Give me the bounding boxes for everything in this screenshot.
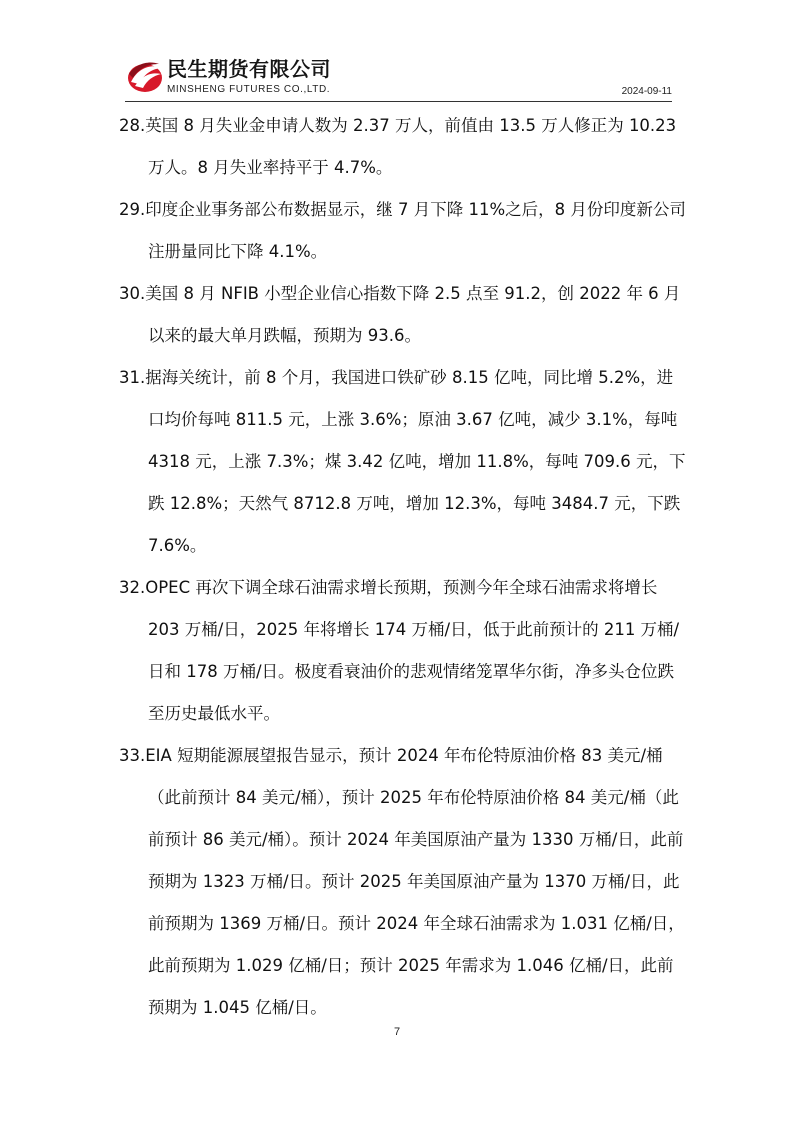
list-item xyxy=(119,357,689,567)
list-item xyxy=(119,273,689,357)
header-divider xyxy=(125,101,672,102)
company-name-en: MINSHENG FUTURES CO.,LTD. xyxy=(167,84,331,95)
item-number: 32. xyxy=(119,578,146,597)
item-text: 印度企业事务部公布数据显示，继 7 月下降 11%之后，8 月份印度新公司注册量同比下降 4.1%。 xyxy=(145,200,686,261)
item-text: OPEC 再次下调全球石油需求增长预期，预测今年全球石油需求将增长 203 万桶/日，2025 年将增长 174 万桶/日，低于此前预计的 211 万桶/日和 178 万桶/日。极度看衰油价的悲观情绪笼罩华尔街，净多头仓位跌至历史最低水平。 xyxy=(145,578,680,723)
list-item xyxy=(119,567,689,735)
item-number: 30. xyxy=(119,284,146,303)
company-logo-icon xyxy=(125,56,165,96)
item-text: 据海关统计，前 8 个月，我国进口铁矿砂 8.15 亿吨，同比增 5.2%，进口均价每吨 811.5 元，上涨 3.6%；原油 3.67 亿吨，减少 3.1%，每吨 4318 元，上涨 7.3%；煤 3.42 亿吨，增加 11.8%，每吨 709.6 元，下跌 12.8%；天然气 8712.8 万吨，增加 12.3%，每吨 3484.7 元，下跌 7.6%。 xyxy=(145,368,686,555)
item-number: 29. xyxy=(119,200,146,219)
list-item xyxy=(119,105,689,189)
report-date: 2024-09-11 xyxy=(621,86,672,97)
item-text: 美国 8 月 NFIB 小型企业信心指数下降 2.5 点至 91.2，创 2022 年 6 月以来的最大单月跌幅，预期为 93.6。 xyxy=(145,284,681,345)
news-list xyxy=(119,105,689,1029)
item-text: EIA 短期能源展望报告显示，预计 2024 年布伦特原油价格 83 美元/桶（此前预计 84 美元/桶），预计 2025 年布伦特原油价格 84 美元/桶（此前预计 86 美元/桶）。预计 2024 年美国原油产量为 1330 万桶/日，此前预期为 1323 万桶/日。预计 2025 年美国原油产量为 1370 万桶/日，此前预期为 1369 万桶/日。预计 2024 年全球石油需求为 1.031 亿桶/日，此前预期为 1.029 亿桶/日；预计 2025 年需求为 1.046 亿桶/日，此前预期为 1.045 亿桶/日。 xyxy=(145,746,685,1017)
list-item xyxy=(119,189,689,273)
item-text: 英国 8 月失业金申请人数为 2.37 万人，前值由 13.5 万人修正为 10.23 万人。8 月失业率持平于 4.7%。 xyxy=(145,116,677,177)
list-item xyxy=(119,735,689,1029)
item-number: 28. xyxy=(119,116,146,135)
page-number: 7 xyxy=(393,1026,401,1038)
item-number: 33. xyxy=(119,746,146,765)
page-header xyxy=(125,56,672,102)
item-number: 31. xyxy=(119,368,146,387)
company-name-cn: 民生期货有限公司 xyxy=(167,57,331,81)
